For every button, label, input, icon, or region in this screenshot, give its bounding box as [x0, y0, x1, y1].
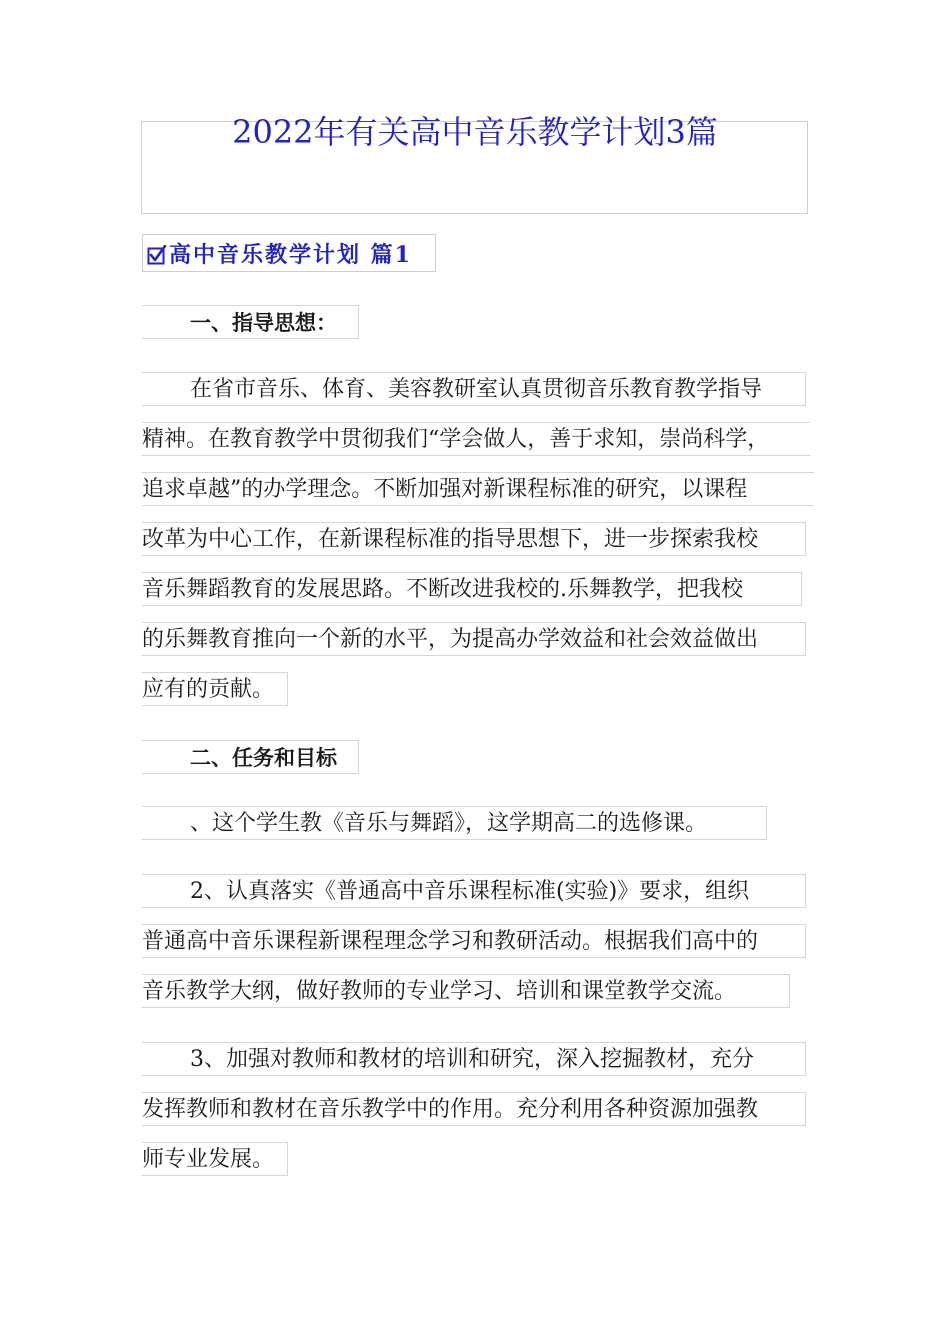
paragraph-line: 应有的贡献。: [142, 672, 288, 706]
paragraph-line: 追求卓越”的办学理念。不断加强对新课程标准的研究，以课程: [142, 472, 814, 506]
paragraph-line: 普通高中音乐课程新课程理念学习和教研活动。根据我们高中的: [142, 924, 806, 958]
paragraph-line: 在省市音乐、体育、美容教研室认真贯彻音乐教育教学指导: [142, 372, 806, 406]
paragraph-line: 发挥教师和教材在音乐教学中的作用。充分利用各种资源加强教: [142, 1092, 806, 1126]
paragraph-line: 音乐教学大纲，做好教师的专业学习、培训和课堂教学交流。: [142, 974, 790, 1008]
list-item: 2、认真落实《普通高中音乐课程标准(实验)》要求，组织: [142, 874, 806, 908]
paragraph-line: 的乐舞教育推向一个新的水平，为提高办学效益和社会效益做出: [142, 622, 806, 656]
section-title: 高中音乐教学计划 篇1: [169, 241, 412, 268]
paragraph-line: 音乐舞蹈教育的发展思路。不断改进我校的.乐舞教学，把我校: [142, 572, 802, 606]
list-item: 3、加强对教师和教材的培训和研究，深入挖掘教材，充分: [142, 1042, 806, 1076]
document-title: 2022年有关高中音乐教学计划3篇: [232, 113, 718, 151]
heading-guiding-ideology: 一、指导思想：: [142, 305, 359, 339]
paragraph-line: 改革为中心工作，在新课程标准的指导思想下，进一步探索我校: [142, 522, 806, 556]
paragraph-line: 精神。在教育教学中贯彻我们“学会做人，善于求知，崇尚科学，: [142, 422, 810, 456]
section-heading: [142, 234, 436, 272]
heading-tasks-goals: 二、任务和目标: [142, 740, 359, 774]
paragraph-line: 师专业发展。: [142, 1142, 288, 1176]
checkbox-checked-icon: [147, 245, 167, 265]
list-item: 、这个学生教《音乐与舞蹈》，这学期高二的选修课。: [142, 806, 767, 840]
